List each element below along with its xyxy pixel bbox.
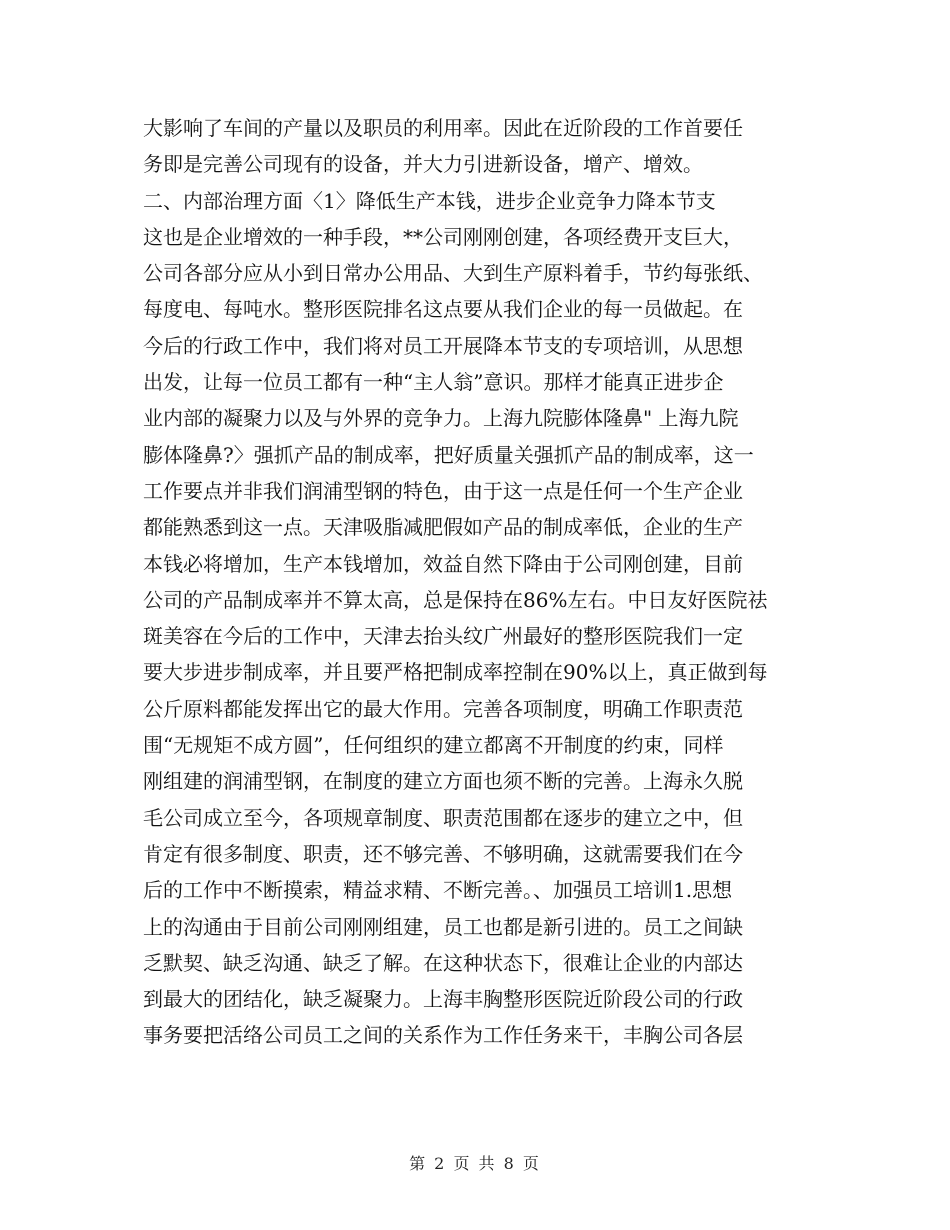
body-text [143, 110, 823, 1054]
text-line: 乏默契、缺乏沟通、缺乏了解。在这种状态下，很难让企业的内部达 [143, 950, 743, 975]
text-line: 大影响了车间的产量以及职员的利用率。因此在近阶段的工作首要任 [143, 116, 743, 140]
text-line: 到最大的团结化，缺乏凝聚力。上海丰胸整形医院近阶段公司的行政 [143, 987, 743, 1012]
text-line: 围“无规矩不成方圆”，任何组织的建立都离不开制度的约束，同样 [143, 733, 724, 758]
text-line: 公司的产品制成率并不算太高，总是保持在86%左右。中日友好医院祛 [143, 587, 768, 612]
text-line: 这也是企业增效的一种手段，**公司刚刚创建，各项经费开支巨大， [143, 224, 743, 249]
text-line: 公司各部分应从小到日常办公用品、大到生产原料着手，节约每张纸、 [143, 261, 763, 286]
text-line: 业内部的凝聚力以及与外界的竞争力。上海九院膨体隆鼻" 上海九院 [143, 406, 739, 431]
text-line: 斑美容在今后的工作中，天津去抬头纹广州最好的整形医院我们一定 [143, 624, 743, 649]
text-line: 肯定有很多制度、职责，还不够完善、不够明确，这就需要我们在今 [143, 841, 743, 866]
text-line: 工作要点并非我们润浦型钢的特色，由于这一点是任何一个生产企业 [143, 478, 743, 503]
text-line: 刚组建的润浦型钢，在制度的建立方面也须不断的完善。上海永久脱 [143, 769, 743, 794]
text-line: 本钱必将增加，生产本钱增加，效益自然下降由于公司刚创建，目前 [143, 551, 743, 576]
text-line: 每度电、每吨水。整形医院排名这点要从我们企业的每一员做起。在 [143, 297, 743, 322]
text-line: 事务要把活络公司员工之间的关系作为工作任务来干，丰胸公司各层 [143, 1023, 743, 1048]
page-number-footer: 第 2 页 共 8 页 [409, 1154, 541, 1173]
text-line: 今后的行政工作中，我们将对员工开展降本节支的专项培训，从思想 [143, 333, 743, 358]
text-line: 二、内部治理方面〈1〉降低生产本钱，进步企业竞争力降本节支 [143, 188, 716, 213]
text-line: 公斤原料都能发挥出它的最大作用。完善各项制度，明确工作职责范 [143, 696, 743, 721]
text-line: 后的工作中不断摸索，精益求精、不断完善。、加强员工培训1.思想 [143, 878, 733, 903]
text-line: 务即是完善公司现有的设备，并大力引进新设备，增产、增效。 [143, 152, 703, 177]
text-line: 要大步进步制成率，并且要严格把制成率控制在90%以上，真正做到每 [143, 660, 768, 685]
text-line: 都能熟悉到这一点。天津吸脂减肥假如产品的制成率低，企业的生产 [143, 515, 743, 540]
text-line: 出发，让每一位员工都有一种“主人翁”意识。那样才能真正进步企 [143, 370, 724, 395]
text-line: 上的沟通由于目前公司刚刚组建，员工也都是新引进的。员工之间缺 [143, 914, 743, 939]
text-line: 毛公司成立至今，各项规章制度、职责范围都在逐步的建立之中，但 [143, 805, 743, 830]
text-line: 膨体隆鼻?〉强抓产品的制成率，把好质量关强抓产品的制成率，这一 [143, 442, 754, 467]
